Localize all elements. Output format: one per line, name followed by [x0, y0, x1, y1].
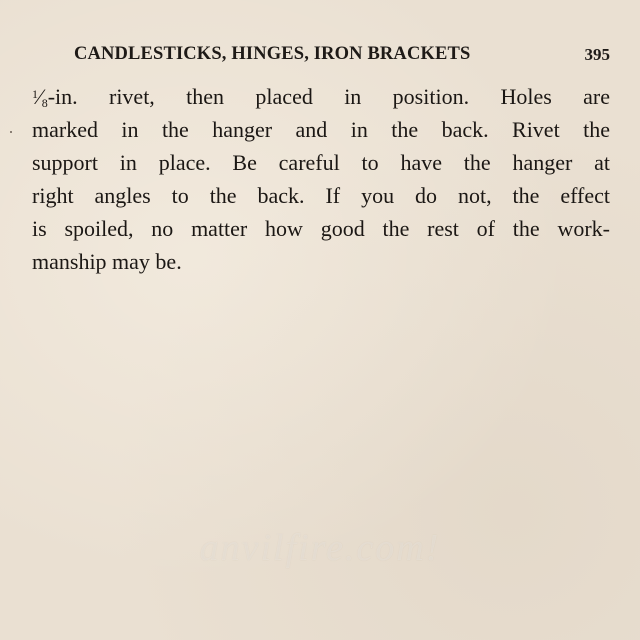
running-head: [74, 44, 610, 68]
text-line-5: is spoiled, no matter how good the rest of the work-: [32, 216, 610, 241]
fraction-numerator: 1: [32, 87, 38, 101]
text-line-6: manship may be.: [32, 249, 182, 274]
text-line-2: marked in the hanger and in the back. Rivet the: [32, 117, 610, 142]
running-title: CANDLESTICKS, HINGES, IRON BRACKETS: [74, 44, 471, 64]
page-number: 395: [584, 45, 610, 64]
watermark: anvilfire.com!: [199, 527, 441, 569]
paper-speck: [10, 131, 12, 133]
text-line-3: support in place. Be careful to have the hanger at: [32, 150, 610, 175]
body-paragraph: [32, 80, 610, 278]
fraction-one-eighth: $^1⁄_8$: [32, 84, 48, 110]
text-line-4: right angles to the back. If you do not, the effect: [32, 183, 610, 208]
text-line-1-content: -in. rivet, then placed in position. Holes are: [47, 84, 610, 109]
fraction-denominator: 8: [41, 96, 48, 110]
text-line-1: [32, 80, 610, 113]
